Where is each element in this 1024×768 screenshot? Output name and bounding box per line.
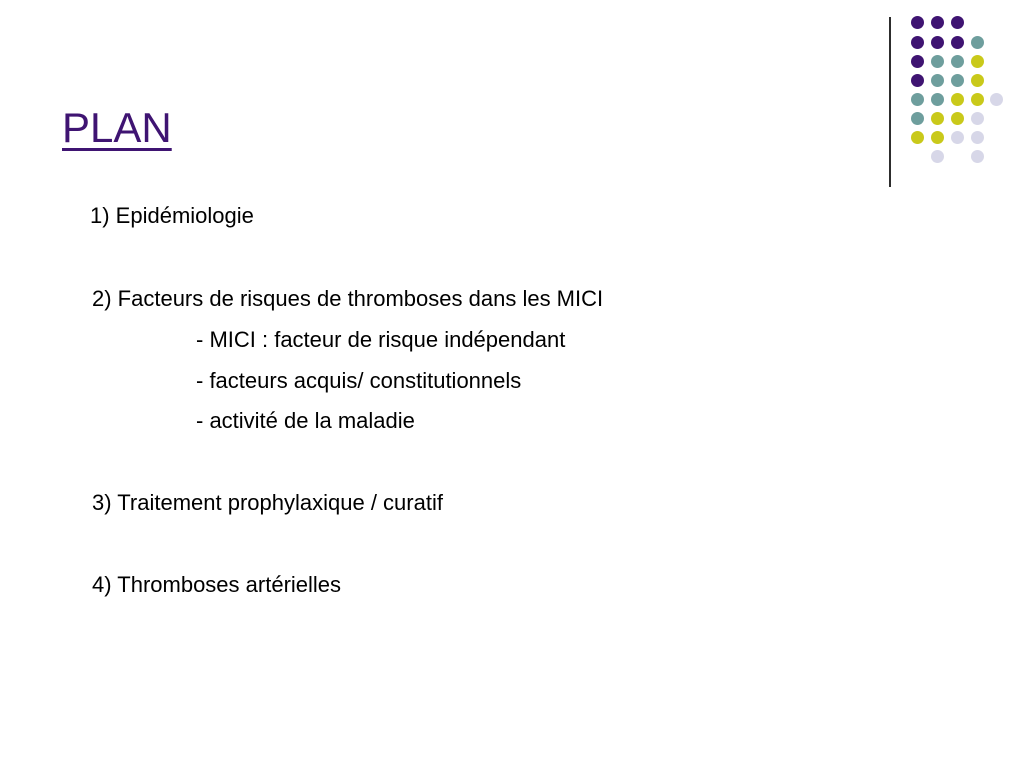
sub-item-acquired-factors: - facteurs acquis/ constitutionnels bbox=[196, 368, 522, 393]
item-1-epidemiology: 1) Epidémiologie bbox=[90, 203, 254, 228]
item-4-arterial-thrombosis: 4) Thromboses artérielles bbox=[92, 572, 342, 597]
sub-item-mici-risk: - MICI : facteur de risque indépendant bbox=[196, 327, 566, 352]
vertical-divider bbox=[889, 17, 891, 187]
sub-item-disease-activity: - activité de la maladie bbox=[196, 408, 415, 433]
item-2-risk-factors: 2) Facteurs de risques de thromboses dans les MICI bbox=[92, 286, 604, 311]
item-3-treatment: 3) Traitement prophylaxique / curatif bbox=[92, 490, 443, 515]
slide-title: PLAN bbox=[62, 104, 172, 151]
